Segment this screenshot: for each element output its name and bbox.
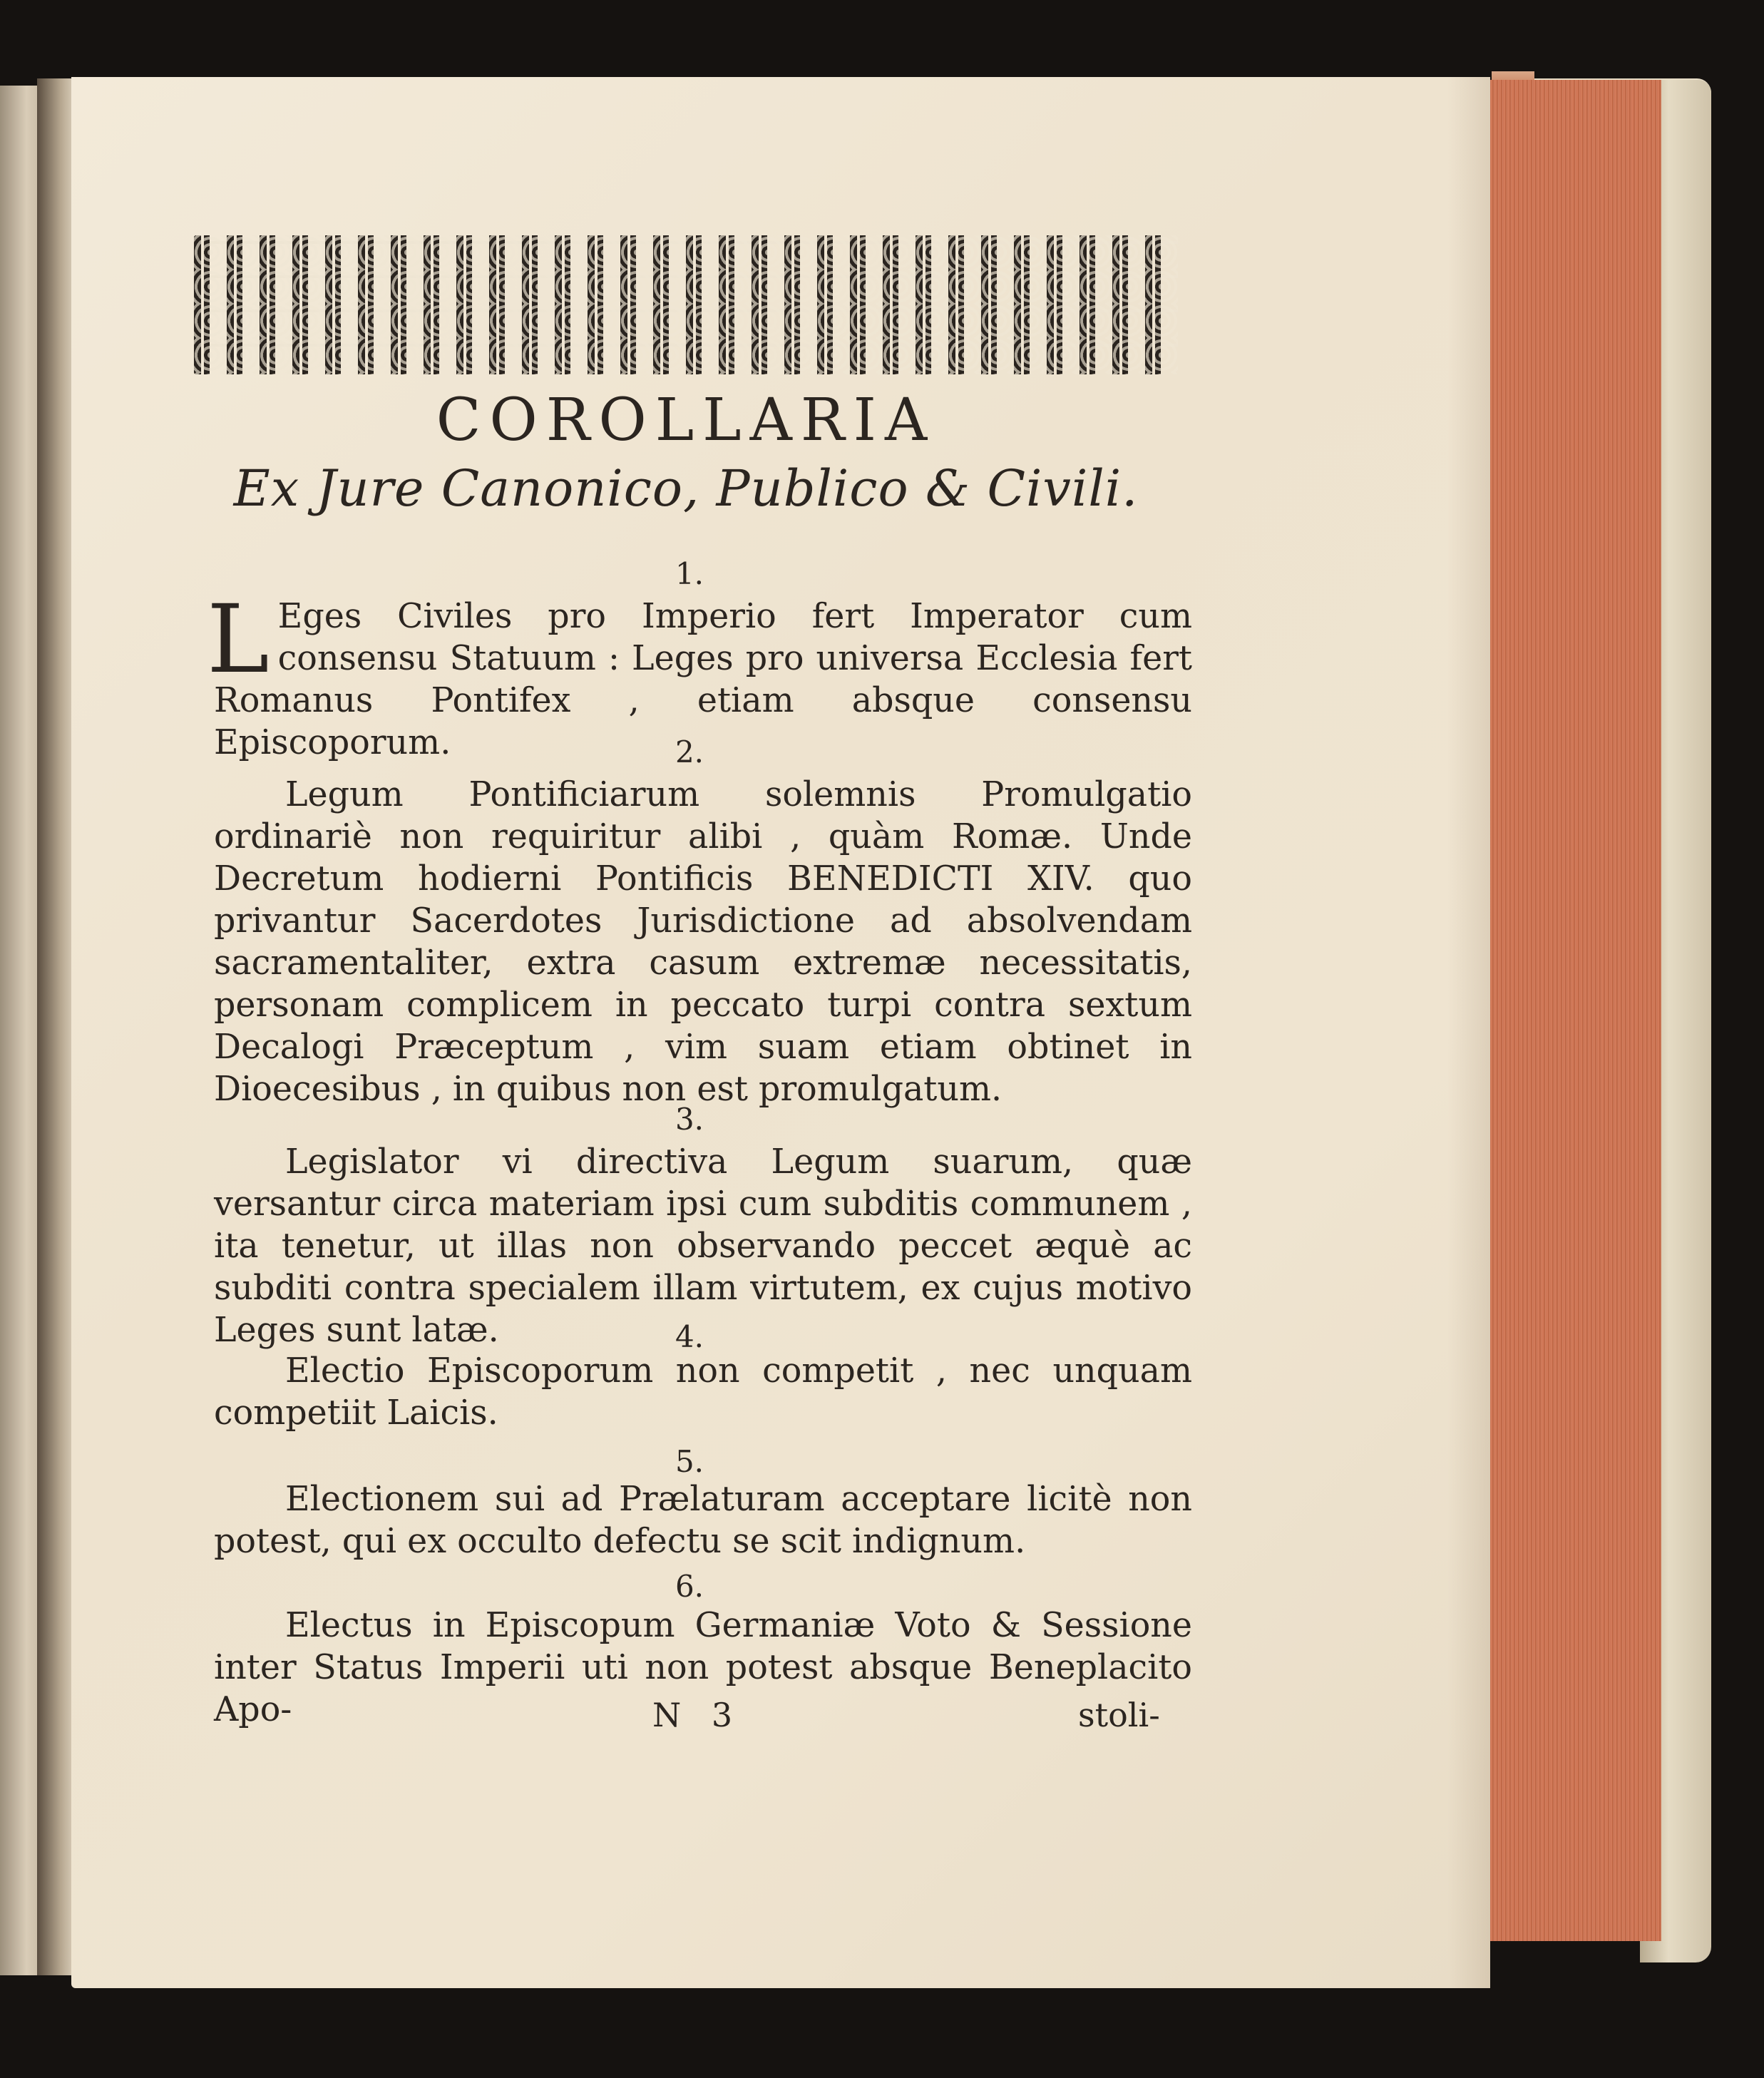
paragraph-number: 4. [675, 1319, 704, 1354]
paragraph-4: Electio Episcoporum non competit , nec unquam competiit Laicis. [214, 1351, 1192, 1433]
paragraph-text: Eges Civiles pro Imperio fert Imperator cum consensu Statuum : Leges pro universa Ecclesia fert Romanus Pontifex , etiam absque consensu Episcoporum. [214, 597, 1192, 762]
paragraph-3: Legislator vi directiva Legum suarum, quæ versantur circa materiam ipsi cum subditis communem , ita tenetur, ut illas non observando peccet æquè ac subditi contra specialem illam virtutem, ex cujus motivo Leges sunt latæ. [214, 1142, 1192, 1350]
paragraph-6: Electus in Episcopum Germaniæ Voto & Sessione inter Status Imperii uti non potest absque Beneplacito Apo- [214, 1606, 1192, 1729]
paragraph-number: 1. [675, 556, 704, 591]
page-subtitle: Ex Jure Canonico, Publico & Civili. [233, 459, 1139, 518]
paragraph-number: 2. [675, 735, 704, 769]
ornament-band [194, 235, 1178, 374]
page-title: COROLLARIA [436, 387, 936, 454]
drop-cap: L [207, 585, 270, 695]
paragraph-number: 6. [675, 1569, 704, 1604]
paragraph-number: 5. [675, 1444, 704, 1479]
paragraph-number: 3. [675, 1102, 704, 1137]
catchword: stoli- [1078, 1696, 1160, 1734]
paragraph-5: Electionem sui ad Prælaturam acceptare licitè non potest, qui ex occulto defectu se scit indignum. [214, 1480, 1192, 1561]
paragraph-2: Legum Pontificiarum solemnis Promulgatio ordinariè non requiritur alibi , quàm Romæ. Unde Decretum hodierni Pontificis BENEDICTI XIV. quo privantur Sacerdotes Jurisdictione ad absolvendam sacramentaliter, extra casum extremæ necessitatis, personam complicem in peccato turpi contra sextum Decalogi Præceptum , vim suam etiam obtinet in Dioecesibus , in quibus non est promulgatum. [214, 775, 1192, 1109]
signature-mark: N 3 [652, 1696, 743, 1734]
page-shadow [1447, 77, 1490, 1988]
page-fore-edge [1490, 80, 1661, 1941]
